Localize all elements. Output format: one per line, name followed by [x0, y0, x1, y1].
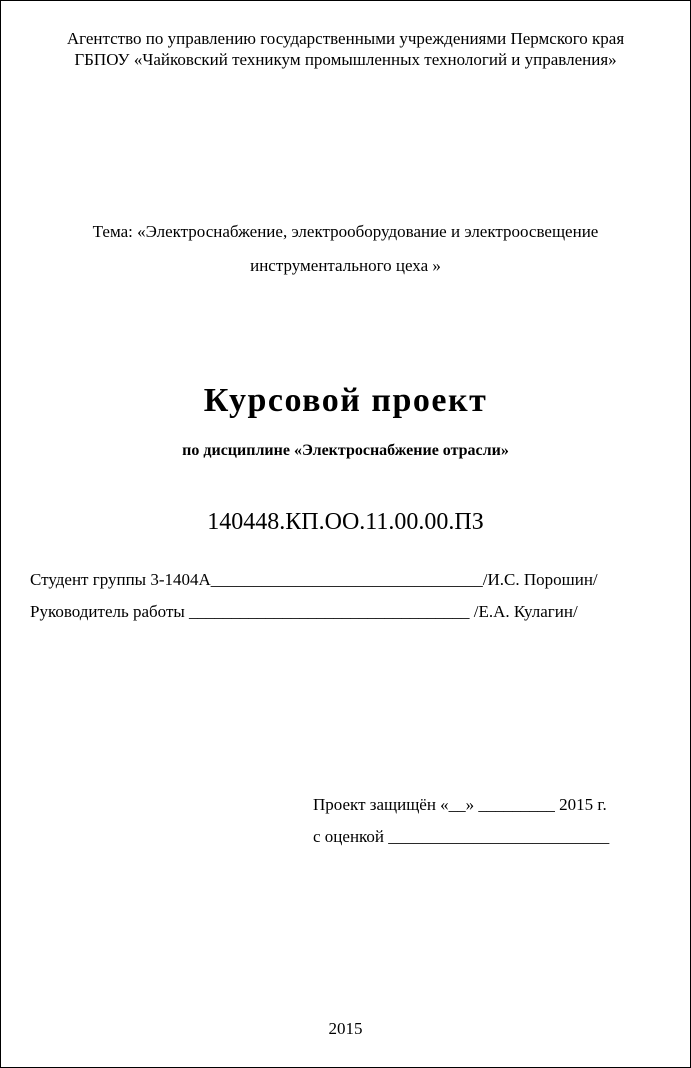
- defense-date-line: Проект защищён «__» _________ 2015 г.: [313, 795, 607, 814]
- student-signature-line: Студент группы 3-1404А________________________________/И.С. Порошин/: [30, 570, 598, 589]
- discipline-subtitle: по дисциплине «Электроснабжение отрасли»: [182, 442, 509, 459]
- document-title: Курсовой проект: [203, 382, 488, 419]
- grade-line: с оценкой __________________________: [313, 827, 610, 846]
- agency-name: Агентство по управлению государственными учреждениями Пермского края: [66, 29, 625, 48]
- supervisor-signature-line: Руководитель работы _________________________________ /Е.А. Кулагин/: [30, 602, 578, 621]
- topic-line-2: инструментального цеха »: [250, 256, 441, 275]
- document-code: 140448.КП.ОО.11.00.00.ПЗ: [207, 509, 484, 535]
- topic-line-1: Тема: «Электроснабжение, электрооборудование и электроосвещение: [92, 222, 599, 241]
- year: 2015: [328, 1019, 363, 1038]
- college-name: ГБПОУ «Чайковский техникум промышленных технологий и управления»: [74, 50, 617, 69]
